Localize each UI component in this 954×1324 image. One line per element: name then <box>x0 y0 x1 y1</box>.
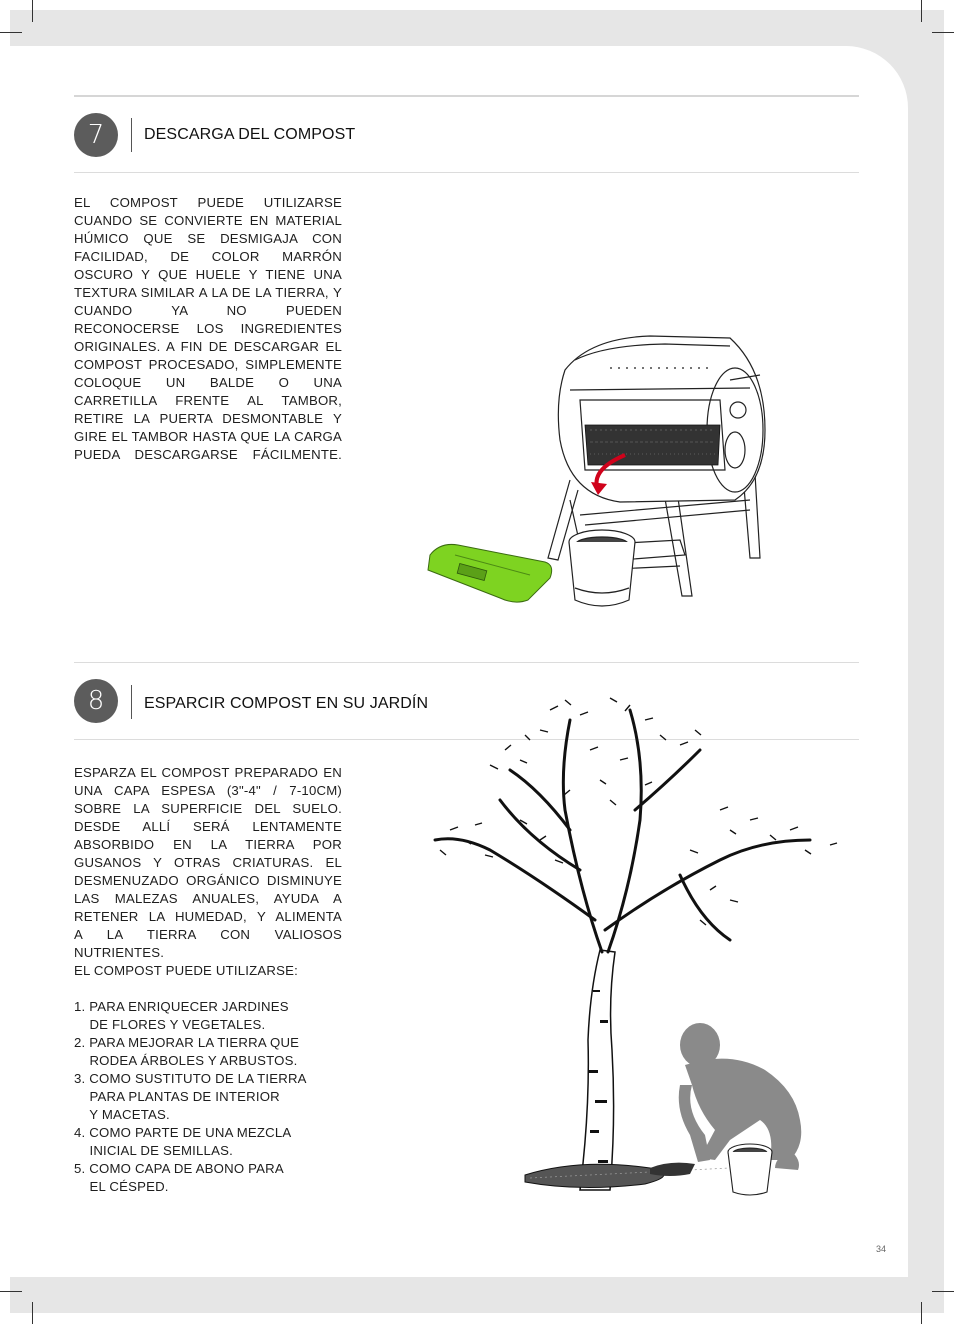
list-item: 3. COMO SUSTITUTO DE LA TIERRA PARA PLANTAS DE INTERIOR Y MACETAS. <box>74 1071 307 1122</box>
page-number: 34 <box>876 1244 887 1254</box>
crop-mark <box>921 1302 922 1324</box>
section-divider <box>74 172 859 173</box>
list-item: 2. PARA MEJORAR LA TIERRA QUE RODEA ÁRBOLES Y ARBUSTOS. <box>74 1035 300 1068</box>
crop-mark <box>0 1291 22 1292</box>
title-separator <box>131 118 132 152</box>
crop-mark <box>32 0 33 22</box>
crop-mark <box>932 32 954 33</box>
list-item: 1. PARA ENRIQUECER JARDINES DE FLORES Y VEGETALES. <box>74 999 289 1032</box>
section-paragraph-continued: A LA TIERRA CON VALIOSOS NUTRIENTES. <box>74 927 342 960</box>
section-title: ESPARCIR COMPOST EN SU JARDÍN <box>144 695 429 712</box>
section-paragraph: EL COMPOST PUEDE UTILIZARSE CUANDO SE CONVIERTE EN MATERIAL HÚMICO QUE SE DESMIGAJA CON FACILIDAD, DE COLOR MARRÓN OSCURO Y QUE HUELE Y TIENE UNA TEXTURA SIMILAR A LA DE LA TIERRA, Y CUANDO YA NO PUEDEN RECONOCERSE LOS INGREDIENTES ORIGINALES. A FIN DE DESCARGAR EL COMPOST PROCESADO, SIMPLEMENTE COLOQUE UN BALDE O UNA CARRETILLA FRENTE AL TAMBOR, RETIRE LA PUERTA DESMONTABLE Y GIRE EL TAMBOR HASTA QUE LA CARGA PUEDA DESCARGARSE FÁCILMENTE. <box>74 195 342 462</box>
title-separator <box>131 685 132 719</box>
section-paragraph: ESPARZA EL COMPOST PREPARADO EN UNA CAPA ESPESA (3"-4" / 7-10CM) SOBRE LA SUPERFICIE DEL SUELO. DESDE ALLÍ SERÁ LENTAMENTE ABSORBIDO EN LA TIERRA POR GUSANOS Y OTRAS CRIATURAS. EL DESMENUZADO ORGÁNICO DISMINUYE LAS MALEZAS ANUALES, AYUDA A RETENER LA HUMEDAD, Y ALIMENTA <box>74 765 342 924</box>
usage-list <box>74 998 374 1196</box>
section-divider <box>74 662 859 663</box>
step-number-badge: 7 <box>74 113 118 157</box>
tree-and-gardener-illustration <box>430 690 860 1200</box>
crop-mark <box>921 0 922 22</box>
compost-tumbler-illustration <box>420 330 780 620</box>
list-intro: EL COMPOST PUEDE UTILIZARSE: <box>74 963 298 978</box>
section-title: DESCARGA DEL COMPOST <box>144 126 356 143</box>
list-item: 5. COMO CAPA DE ABONO PARA EL CÉSPED. <box>74 1161 284 1194</box>
step-number-badge: 8 <box>74 679 118 723</box>
crop-mark <box>0 32 22 33</box>
crop-mark <box>32 1302 33 1324</box>
list-item: 4. COMO PARTE DE UNA MEZCLA INICIAL DE SEMILLAS. <box>74 1125 292 1158</box>
crop-mark <box>932 1291 954 1292</box>
section-divider <box>74 95 859 97</box>
